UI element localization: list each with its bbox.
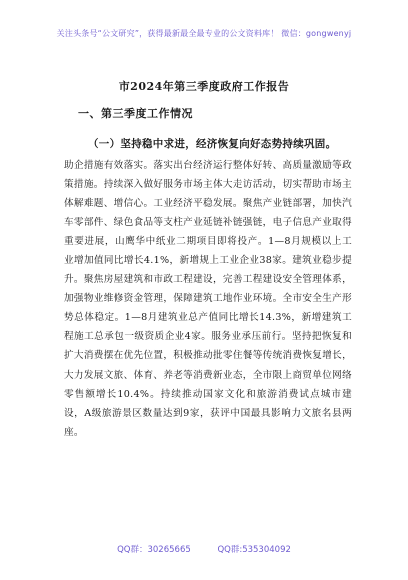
body-paragraph-container [64,156,352,442]
body-paragraph: 助企措施有效落实。落实出台经济运行整体好转、高质量激励等政策措施。持续深入做好服务市场主体大走访活动，切实帮助市场主体解难题、增信心。工业经济平稳发展。聚焦产业链部署，加快汽车零部件、绿色食品等支柱产业延链补链强链，电子信息产业取得重要进展，山鹰华中纸业二期项目即将投产。1—8月规模以上工业增加值同比增长4.1%，新增规上工业企业38家。建筑业稳步提升。聚焦房屋建筑和市政工程建设，完善工程建设安全管理体系，加强物业维修资金管理，保障建筑工地作业环境。全市安全生产形势总体稳定。1—8月建筑业总产值同比增长14.3%，新增建筑工程施工总承包一级资质企业4家。服务业承压前行。坚持把恢复和扩大消费摆在优先位置，积极推动批零住餐等传统消费恢复增长，大力发展文旅、体育、养老等消费新业态，全市限上商贸单位网络零售额增长10.4%。持续推动国家文化和旅游消费试点城市建设，A级旅游景区数量达到9家，获评中国最具影响力文旅名县两座。 [64,160,352,438]
footer [0,543,408,555]
subsection-heading: （一）坚持稳中求进，经济恢复向好态势持续巩固。 [88,138,337,150]
section-heading: 一、第三季度工作情况 [78,107,193,120]
document-title: 市2024年第三季度政府工作报告 [118,80,290,93]
footer-qq-group-2: QQ群:535304092 [217,545,291,555]
footer-qq-group-1: QQ群：30265665 [117,545,191,555]
promo-banner: 关注头条号“公文研究”，获得最新最全最专业的公文资料库！ 微信：gongwenyj [56,29,352,38]
